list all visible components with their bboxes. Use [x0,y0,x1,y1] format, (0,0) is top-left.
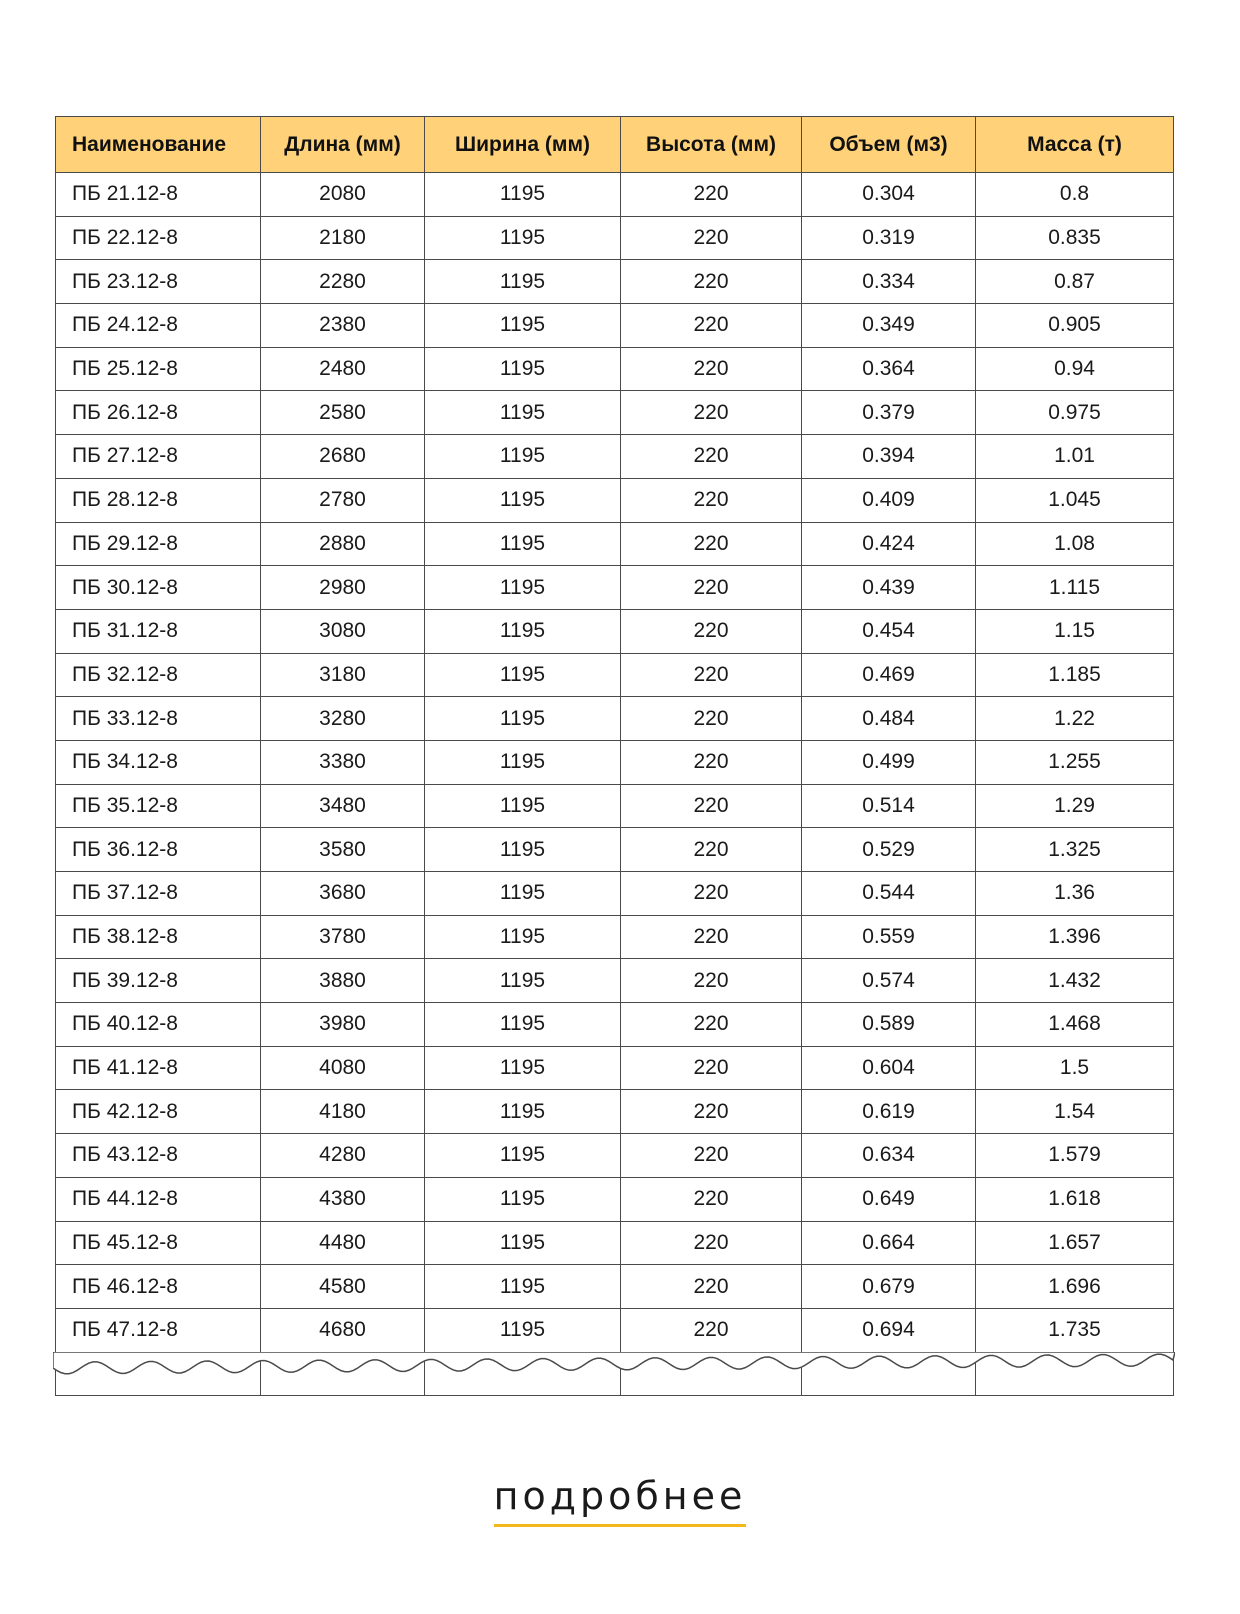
cell-mass: 1.01 [976,435,1174,479]
cell-width: 1195 [425,435,621,479]
cell-name: ПБ 43.12-8 [56,1134,261,1178]
cell-volume: 0.304 [802,173,976,217]
cell-length: 2680 [261,435,425,479]
cell-name: ПБ 32.12-8 [56,653,261,697]
cell-mass: 1.36 [976,872,1174,916]
cell-height: 220 [621,1090,802,1134]
cell-length: 4180 [261,1090,425,1134]
table-row [56,1265,1174,1309]
cell-height: 220 [621,304,802,348]
cell-width: 1195 [425,566,621,610]
cell-name: ПБ 36.12-8 [56,828,261,872]
cell-name: ПБ 21.12-8 [56,173,261,217]
cell-mass: 1.29 [976,784,1174,828]
table-header-row [56,117,1174,173]
cell-volume: 0.334 [802,260,976,304]
cell-volume: 0.409 [802,478,976,522]
cell-mass: 1.579 [976,1134,1174,1178]
cell-mass: 1.696 [976,1265,1174,1309]
cell-name: ПБ 35.12-8 [56,784,261,828]
cell-volume: 0.379 [802,391,976,435]
cell-height: 220 [621,872,802,916]
table-row [56,1003,1174,1047]
cell-width: 1195 [425,216,621,260]
cell-length: 4580 [261,1265,425,1309]
cell-width: 1195 [425,1003,621,1047]
cell-length: 4380 [261,1177,425,1221]
cell-length: 2880 [261,522,425,566]
cell-name: ПБ 46.12-8 [56,1265,261,1309]
cell-mass: 1.185 [976,653,1174,697]
cell-mass: 1.396 [976,915,1174,959]
cell-width: 1195 [425,304,621,348]
cell-mass: 1.618 [976,1177,1174,1221]
table-row [56,478,1174,522]
cell-length: 3580 [261,828,425,872]
cell-height: 220 [621,566,802,610]
cell-mass: 1.115 [976,566,1174,610]
cell-length: 4280 [261,1134,425,1178]
cell-length: 4080 [261,1046,425,1090]
cell-volume: 0.529 [802,828,976,872]
cell-height: 220 [621,391,802,435]
table-row [56,1090,1174,1134]
table-row [56,1177,1174,1221]
cell-width: 1195 [425,1265,621,1309]
cell-volume: 0.424 [802,522,976,566]
cell-height: 220 [621,609,802,653]
cell-length: 2080 [261,173,425,217]
cell-length: 2280 [261,260,425,304]
cell-width: 1195 [425,653,621,697]
table-row [56,609,1174,653]
column-header-width: Ширина (мм) [425,117,621,173]
cell-height: 220 [621,1003,802,1047]
cell-width: 1195 [425,1177,621,1221]
cell-volume: 0.394 [802,435,976,479]
table-row [56,653,1174,697]
cell-height: 220 [621,1046,802,1090]
cell-length: 2480 [261,347,425,391]
cell-length: 3280 [261,697,425,741]
cell-height: 220 [621,697,802,741]
cell-name: ПБ 42.12-8 [56,1090,261,1134]
cell-mass: 0.975 [976,391,1174,435]
cell-volume: 0.664 [802,1221,976,1265]
cell-volume: 0.454 [802,609,976,653]
cell-mass: 0.94 [976,347,1174,391]
cell-width: 1195 [425,609,621,653]
column-header-height: Высота (мм) [621,117,802,173]
cell-width: 1195 [425,872,621,916]
cell-length: 2980 [261,566,425,610]
cell-height: 220 [621,828,802,872]
table-row [56,304,1174,348]
table-row [56,959,1174,1003]
cell-mass: 0.87 [976,260,1174,304]
cell-mass: 1.468 [976,1003,1174,1047]
table-row [56,216,1174,260]
cell-height: 220 [621,915,802,959]
cell-length: 2580 [261,391,425,435]
cell-height: 220 [621,260,802,304]
cell-name: ПБ 26.12-8 [56,391,261,435]
cell-width: 1195 [425,1308,621,1352]
cell-name: ПБ 34.12-8 [56,740,261,784]
cell-name: ПБ 27.12-8 [56,435,261,479]
cell-name: ПБ 22.12-8 [56,216,261,260]
table-body [56,173,1174,1396]
cell-length: 3180 [261,653,425,697]
cell-volume: 0.694 [802,1308,976,1352]
table-row [56,173,1174,217]
table-row [56,1134,1174,1178]
cell-mass: 1.045 [976,478,1174,522]
cell-width: 1195 [425,1046,621,1090]
cell-width: 1195 [425,828,621,872]
cell-name: ПБ 41.12-8 [56,1046,261,1090]
cell-height: 220 [621,740,802,784]
cell-name: ПБ 39.12-8 [56,959,261,1003]
table-row [56,697,1174,741]
cell-volume: 0.514 [802,784,976,828]
cell-mass: 0.835 [976,216,1174,260]
cell-name: ПБ 29.12-8 [56,522,261,566]
column-header-volume: Объем (м3) [802,117,976,173]
cell-length: 3080 [261,609,425,653]
cell-name: ПБ 33.12-8 [56,697,261,741]
table-row [56,1308,1174,1352]
cell-name: ПБ 38.12-8 [56,915,261,959]
cell-height: 220 [621,959,802,1003]
cell-mass: 0.8 [976,173,1174,217]
cell-height: 220 [621,173,802,217]
cell-volume: 0.469 [802,653,976,697]
cell-height: 220 [621,216,802,260]
cell-length: 3680 [261,872,425,916]
cell-name: ПБ 24.12-8 [56,304,261,348]
cell-volume: 0.634 [802,1134,976,1178]
cell-height: 220 [621,478,802,522]
cell-length: 3380 [261,740,425,784]
more-details-link[interactable]: подробнее [494,1474,747,1527]
cell-name: ПБ 23.12-8 [56,260,261,304]
torn-edge [53,1352,1175,1388]
cell-mass: 0.905 [976,304,1174,348]
cell-width: 1195 [425,1134,621,1178]
cell-volume: 0.319 [802,216,976,260]
more-link-container [0,1474,1240,1527]
cell-height: 220 [621,1265,802,1309]
cell-height: 220 [621,522,802,566]
cell-mass: 1.54 [976,1090,1174,1134]
cell-length: 4680 [261,1308,425,1352]
cell-length: 3780 [261,915,425,959]
cell-mass: 1.735 [976,1308,1174,1352]
table-row [56,347,1174,391]
cell-volume: 0.499 [802,740,976,784]
cell-width: 1195 [425,1221,621,1265]
column-header-length: Длина (мм) [261,117,425,173]
cell-name: ПБ 28.12-8 [56,478,261,522]
cell-volume: 0.559 [802,915,976,959]
table-row [56,740,1174,784]
table-row [56,915,1174,959]
cell-length: 2380 [261,304,425,348]
cell-volume: 0.679 [802,1265,976,1309]
cell-volume: 0.364 [802,347,976,391]
cell-height: 220 [621,1177,802,1221]
cell-mass: 1.5 [976,1046,1174,1090]
cell-height: 220 [621,1221,802,1265]
table-row [56,1221,1174,1265]
cell-width: 1195 [425,915,621,959]
cell-volume: 0.619 [802,1090,976,1134]
cell-mass: 1.255 [976,740,1174,784]
table-row [56,260,1174,304]
cell-volume: 0.589 [802,1003,976,1047]
cell-volume: 0.484 [802,697,976,741]
table-row [56,872,1174,916]
cell-length: 3980 [261,1003,425,1047]
cell-name: ПБ 40.12-8 [56,1003,261,1047]
cell-name: ПБ 37.12-8 [56,872,261,916]
cell-length: 4480 [261,1221,425,1265]
cell-name: ПБ 31.12-8 [56,609,261,653]
cell-width: 1195 [425,522,621,566]
cell-mass: 1.657 [976,1221,1174,1265]
cell-width: 1195 [425,478,621,522]
cell-width: 1195 [425,784,621,828]
cell-width: 1195 [425,959,621,1003]
cell-mass: 1.15 [976,609,1174,653]
column-header-name: Наименование [56,117,261,173]
cell-width: 1195 [425,391,621,435]
cell-length: 2180 [261,216,425,260]
cell-height: 220 [621,1308,802,1352]
cell-length: 3480 [261,784,425,828]
table-row [56,522,1174,566]
cell-width: 1195 [425,173,621,217]
cell-width: 1195 [425,740,621,784]
cell-mass: 1.325 [976,828,1174,872]
cell-volume: 0.544 [802,872,976,916]
cell-height: 220 [621,435,802,479]
product-table [55,116,1174,1396]
table-row [56,566,1174,610]
cell-volume: 0.349 [802,304,976,348]
cell-volume: 0.574 [802,959,976,1003]
cell-name: ПБ 30.12-8 [56,566,261,610]
table-row [56,784,1174,828]
cell-volume: 0.649 [802,1177,976,1221]
cell-name: ПБ 44.12-8 [56,1177,261,1221]
cell-height: 220 [621,1134,802,1178]
cell-mass: 1.22 [976,697,1174,741]
cell-name: ПБ 45.12-8 [56,1221,261,1265]
cell-volume: 0.439 [802,566,976,610]
table-row [56,1046,1174,1090]
cell-width: 1195 [425,1090,621,1134]
cell-width: 1195 [425,347,621,391]
cell-name: ПБ 47.12-8 [56,1308,261,1352]
product-table-container [55,116,1173,1396]
column-header-mass: Масса (т) [976,117,1174,173]
cell-name: ПБ 25.12-8 [56,347,261,391]
cell-volume: 0.604 [802,1046,976,1090]
cell-mass: 1.08 [976,522,1174,566]
cell-height: 220 [621,653,802,697]
cell-width: 1195 [425,260,621,304]
cell-mass: 1.432 [976,959,1174,1003]
cell-height: 220 [621,784,802,828]
table-row [56,391,1174,435]
table-row [56,828,1174,872]
cell-length: 3880 [261,959,425,1003]
table-row [56,435,1174,479]
cell-height: 220 [621,347,802,391]
cell-width: 1195 [425,697,621,741]
cell-length: 2780 [261,478,425,522]
